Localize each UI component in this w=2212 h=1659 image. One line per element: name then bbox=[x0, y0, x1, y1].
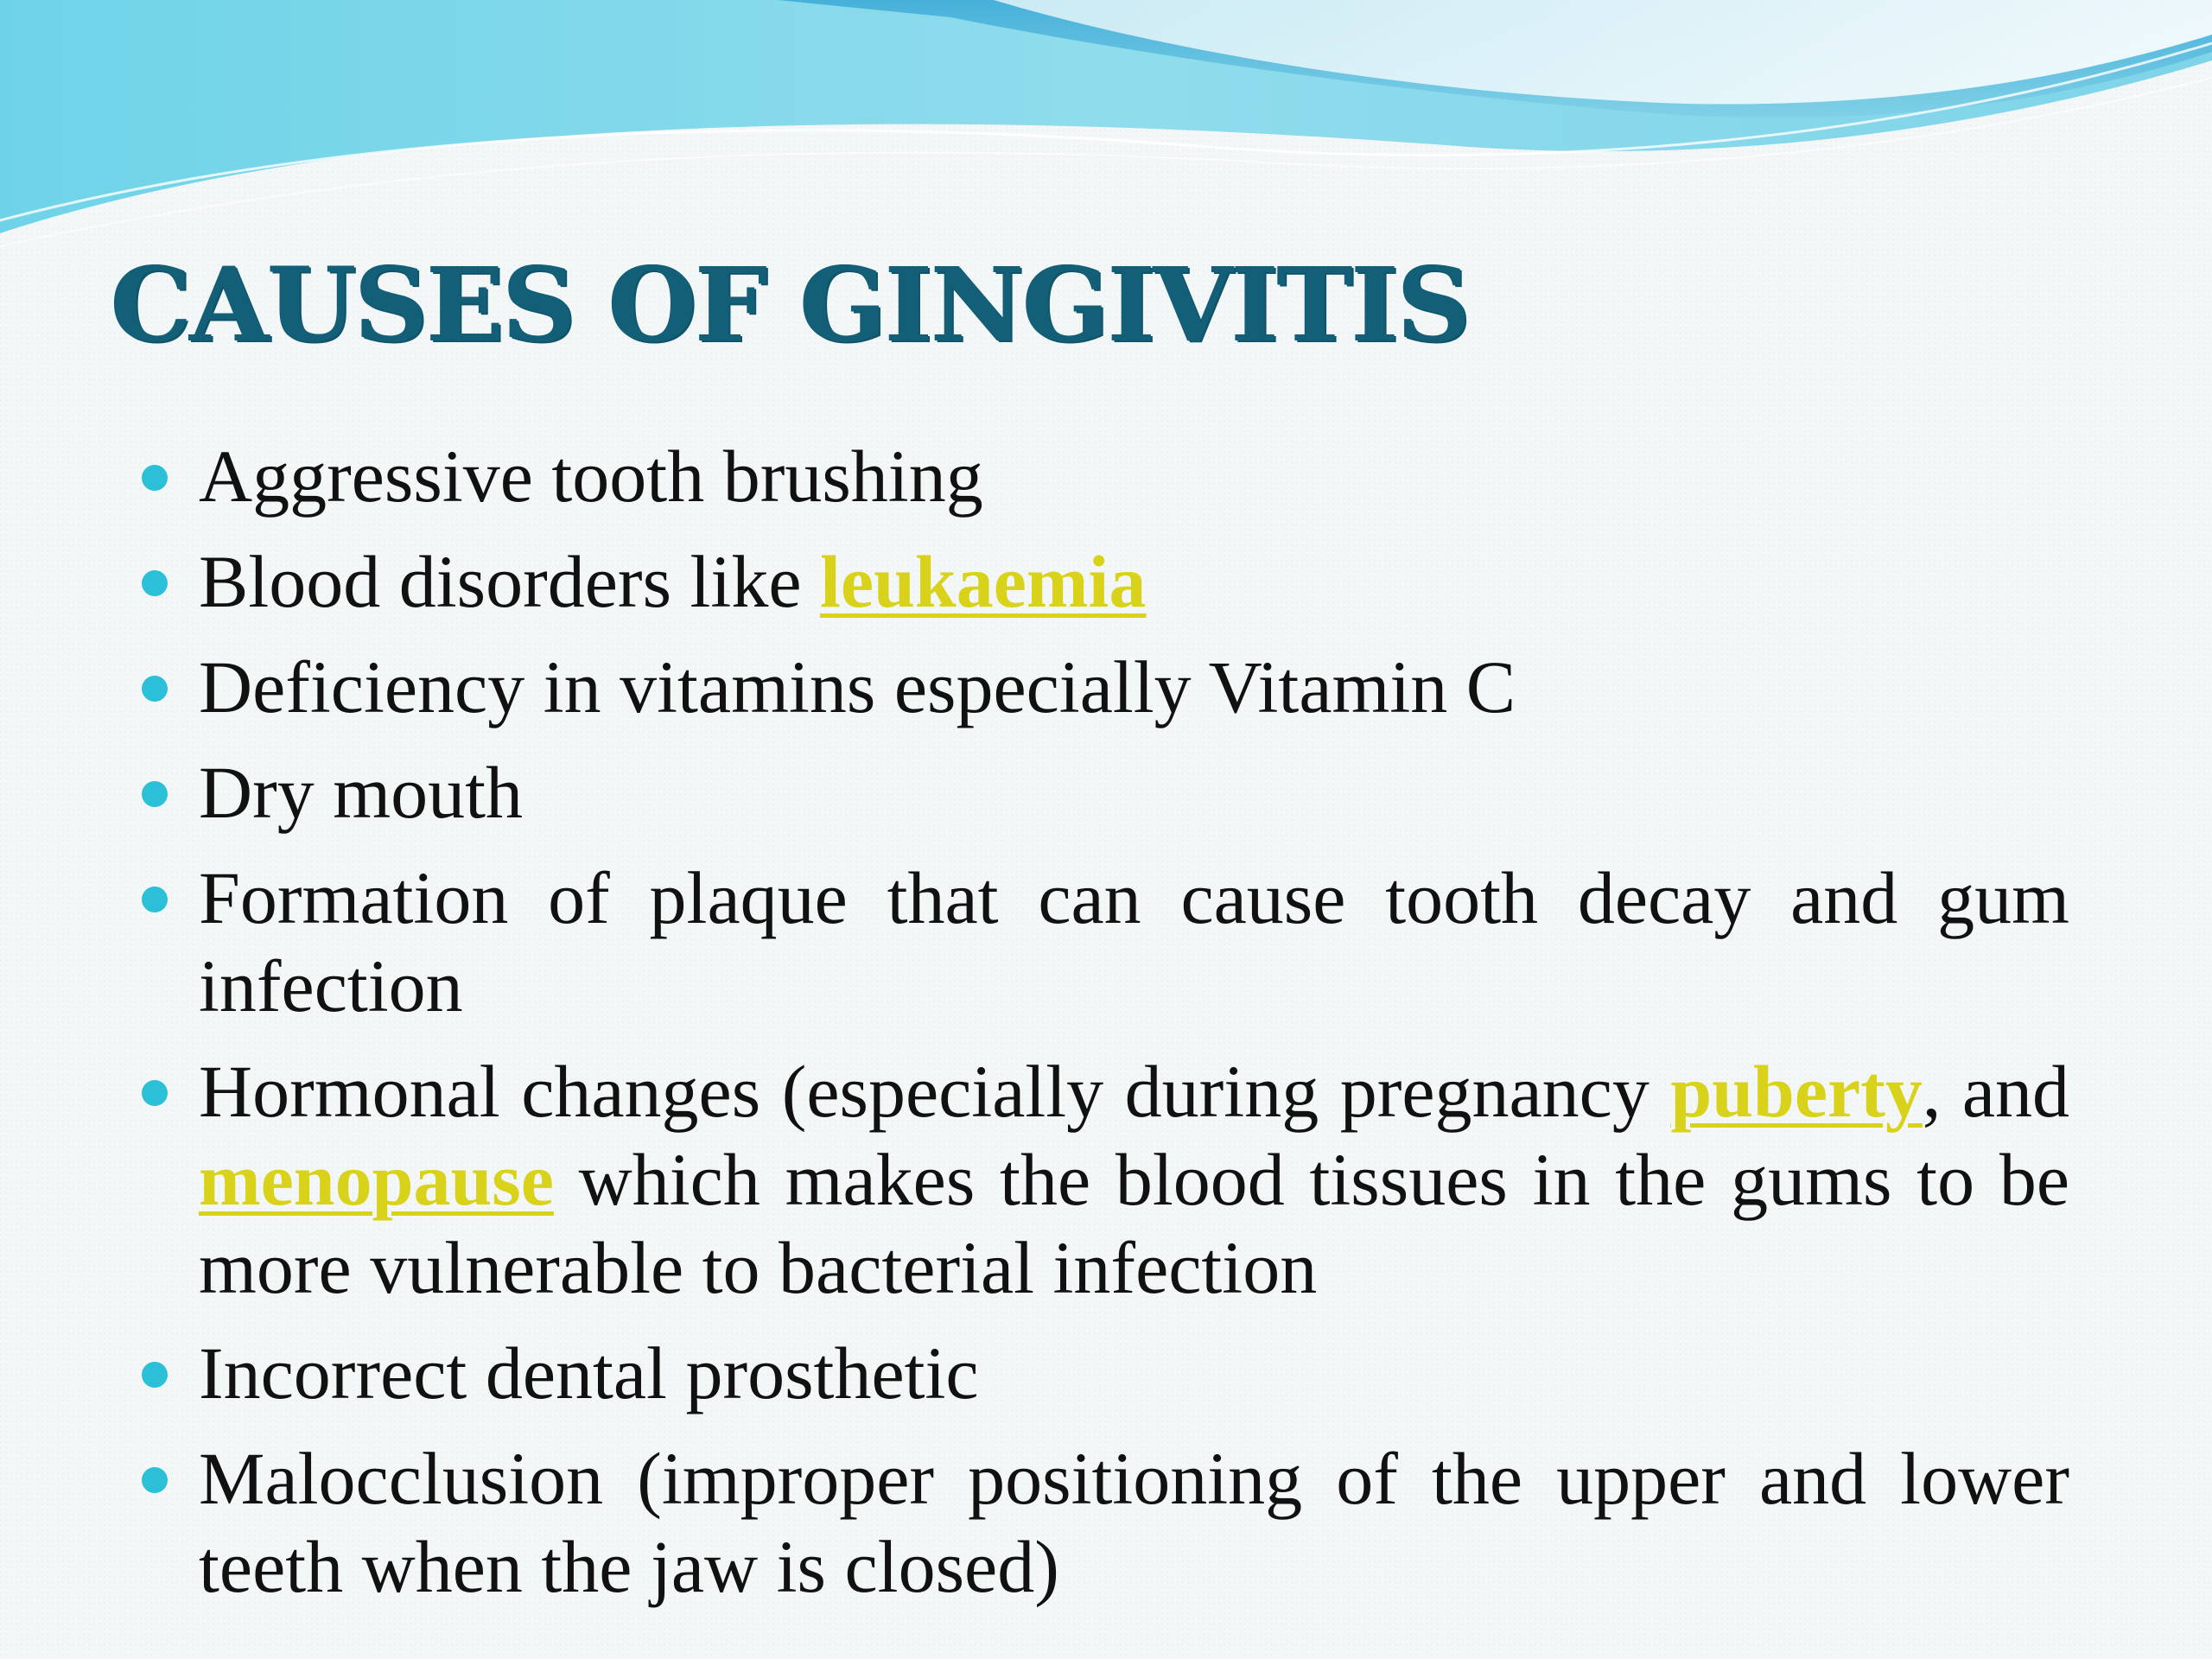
list-item bbox=[138, 854, 2069, 1030]
bullet-list bbox=[138, 432, 2069, 1628]
bullet-dot-icon bbox=[142, 1080, 168, 1106]
bullet-dot-icon bbox=[142, 1362, 168, 1388]
header-wave-decoration bbox=[0, 0, 2212, 259]
list-item bbox=[138, 643, 2069, 731]
bullet-dot-icon bbox=[142, 465, 168, 491]
menopause-link[interactable]: menopause bbox=[199, 1138, 554, 1221]
list-item bbox=[138, 1047, 2069, 1312]
bullet-text: Malocclusion (improper positioning of the upper and lower teeth when the jaw is closed) bbox=[199, 1437, 2069, 1608]
bullet-text: Hormonal changes (especially during pregnancy bbox=[199, 1050, 1671, 1133]
list-item bbox=[138, 537, 2069, 626]
slide-title: CAUSES OF GINGIVITIS bbox=[111, 245, 1470, 365]
puberty-link[interactable]: puberty bbox=[1670, 1050, 1923, 1133]
list-item bbox=[138, 1329, 2069, 1417]
bullet-text: , and bbox=[1922, 1050, 2070, 1133]
bullet-text: Dry mouth bbox=[199, 751, 524, 834]
bullet-dot-icon bbox=[142, 570, 168, 596]
bullet-dot-icon bbox=[142, 676, 168, 702]
bullet-dot-icon bbox=[142, 887, 168, 912]
bullet-text: Blood disorders like bbox=[199, 540, 820, 623]
bullet-dot-icon bbox=[142, 1467, 168, 1493]
list-item bbox=[138, 1434, 2069, 1611]
bullet-text: Incorrect dental prosthetic bbox=[199, 1332, 979, 1414]
leukaemia-link[interactable]: leukaemia bbox=[820, 540, 1147, 623]
bullet-text: Deficiency in vitamins especially Vitamin C bbox=[199, 645, 1516, 728]
list-item bbox=[138, 432, 2069, 520]
list-item bbox=[138, 748, 2069, 836]
bullet-text: Aggressive tooth brushing bbox=[199, 435, 983, 518]
bullet-dot-icon bbox=[142, 781, 168, 807]
bullet-text: which makes the blood tissues in the gums to be more vulnerable to bacterial infection bbox=[199, 1138, 2069, 1309]
bullet-text: Formation of plaque that can cause tooth decay and gum infection bbox=[199, 856, 2069, 1027]
